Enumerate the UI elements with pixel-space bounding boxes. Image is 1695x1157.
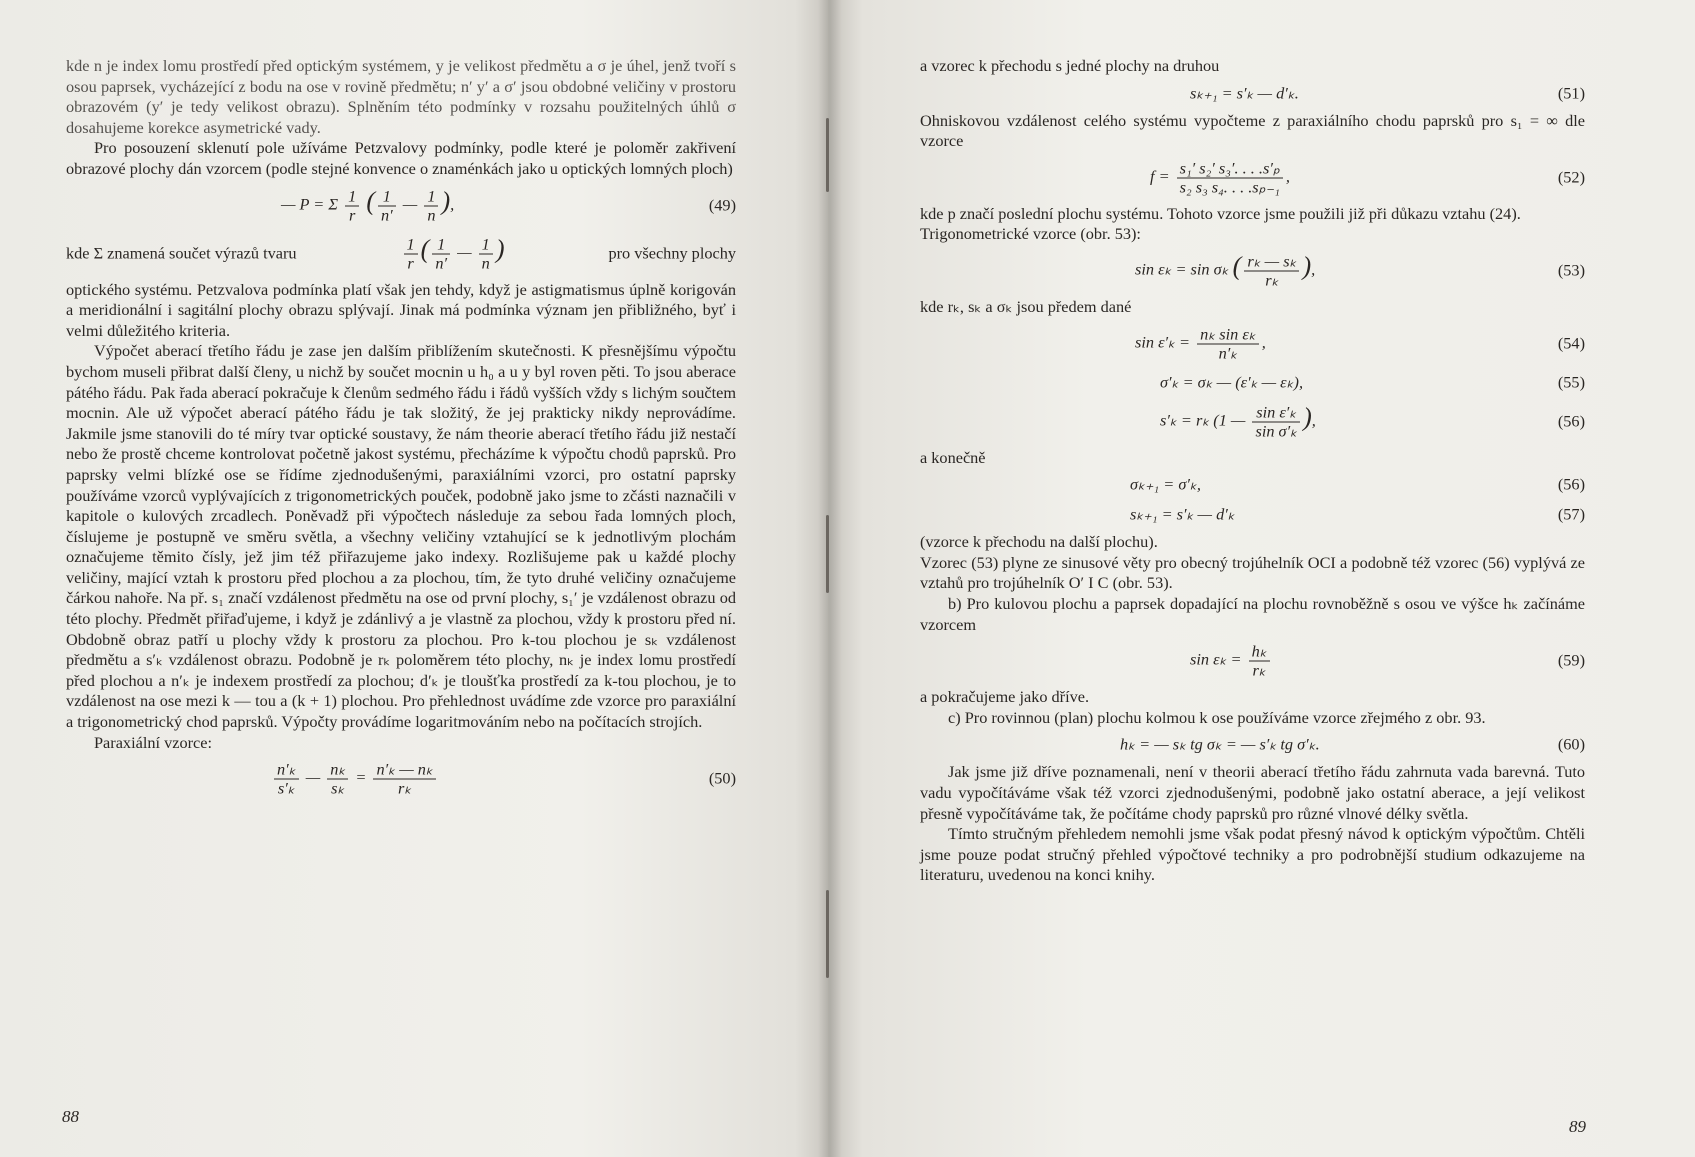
equation-number: (55) — [1557, 372, 1585, 392]
equation-55 — [920, 370, 1585, 396]
paragraph: kde rₖ, sₖ a σₖ jsou předem dané — [920, 296, 1132, 316]
equation-denominator: sin σ′ₖ — [1255, 421, 1298, 441]
paragraph: pro všechny plochy — [608, 243, 736, 263]
equation-body: sₖ₊₁ = s′ₖ — d′ₖ — [1130, 504, 1235, 524]
paragraph: Pro posouzení sklenutí pole užíváme Petzvalovy podmínky, podle které je poloměr zakřivení obrazové plochy dán vzorcem (podle stejné konvence o znaménkách jako u optických lomných ploch) — [66, 138, 736, 178]
equation-54: sin ε′ₖ = $\frac{\text{nₖ sin εₖ}}{\text{n′ₖ}}$ , (54) — [1135, 324, 1585, 363]
equation-52: f = $\frac{\text{s₁′ s₂′ s₃′. . . .s′ₚ}}{\text{s₂ s₃ s₄. . . .sₚ₋₁}}$ , (52) — [1150, 158, 1585, 197]
right-page — [828, 0, 1695, 1157]
paragraph: optického systému. Petzvalova podmínka platí však jen tehdy, když je astigmatismus úplně korigován a meridionální i sagitální plochy obrazu splývají. Jinak má podmínka význam jen přibližného, byť i velmi důležitého kriteria. — [66, 279, 736, 340]
equation-lhs: sin εₖ = sin σₖ — [1135, 259, 1229, 279]
paragraph: (vzorce k přechodu na další plochu). — [920, 532, 1158, 552]
equation-number: (50) — [708, 768, 736, 788]
binding-stitch — [826, 890, 829, 978]
equation-number: (52) — [1557, 167, 1585, 187]
equation-number: (53) — [1557, 260, 1585, 280]
paragraph: b) Pro kulovou plochu a paprsek dopadající na plochu rovnoběžně s osou ve výšce hₖ začínáme vzorcem — [920, 593, 1585, 634]
equation-numerator: hₖ — [1249, 643, 1270, 662]
equation-body: σ′ₖ = σₖ — (ε′ₖ — εₖ), — [1160, 372, 1304, 392]
paragraph: Paraxiální vzorce: — [94, 732, 212, 752]
equation-number: (54) — [1557, 333, 1585, 353]
paragraph: kde n je index lomu prostředí před optickým systémem, y je velikost předmětu a σ je úhel, jenž tvoří s osou paprsek, vycházející z bodu na ose v rovině předmětu; n′ y′ a σ′ jsou obdobné veličiny v prostoru obrazovém (y′ je tedy velikost obrazu). Splněním této podmínky v rozsahu použitelných úhlů σ dosahujeme korekce asymetrické vady. — [66, 56, 736, 137]
page-number: 88 — [62, 1107, 79, 1126]
binding-stitch — [826, 515, 829, 593]
equation-body: sₖ₊₁ = s′ₖ — d′ₖ. — [1190, 83, 1299, 103]
page-number: 89 — [1569, 1117, 1586, 1136]
equation-53: sin εₖ = sin σₖ ( $\frac{\text{rₖ — sₖ}}{\text{rₖ}}$ ), (53) — [1135, 251, 1585, 290]
equation-number: (60) — [1557, 735, 1585, 755]
equation-57 — [920, 502, 1585, 528]
book-gutter — [818, 0, 842, 1157]
equation-50: $\frac{\text{n′ₖ}}{\text{s′ₖ}}$ — $\frac{\text{nₖ}}{\text{sₖ}}$ = $\frac{\text{n′ₖ — nₖ}}{\text{rₖ}}$ (50) — [66, 757, 736, 801]
equation-lhs: s′ₖ = rₖ (1 — — [1160, 410, 1246, 430]
equation-numerator: s₁′ s₂′ s₃′. . . .s′ₚ — [1177, 159, 1283, 178]
equation-lhs: sin ε′ₖ = — [1135, 332, 1191, 352]
paragraph: kde Σ znamená součet výrazů tvaru — [66, 243, 297, 263]
paragraph: a konečně — [920, 447, 986, 467]
paragraph: c) Pro rovinnou (plan) plochu kolmou k ose používáme vzorce zřejmého z obr. 93. — [948, 707, 1486, 727]
equation-number: (49) — [708, 195, 736, 215]
paragraph: Trigonometrické vzorce (obr. 53): — [920, 224, 1141, 244]
right-page-text — [920, 56, 1585, 886]
paragraph: Vzorec (53) plyne ze sinusové věty pro obecný trojúhelník OCI a podobně též vzorec (56) vyplývá ze vztahů pro trojúhelník O′ I C (obr. 53). — [920, 552, 1585, 593]
equation-numerator: rₖ — sₖ — [1244, 252, 1299, 271]
sum-expression-line: kde Σ znamená součet výrazů tvaru $\frac{1}{r}$ ( $\frac{1}{n'}$ — $\frac{1}{n}$ ) pro všechny plochy — [66, 234, 736, 273]
equation-denominator: rₖ — [1265, 270, 1279, 290]
equation-numerator: sin ε′ₖ — [1252, 403, 1300, 422]
equation-number: (56) — [1557, 474, 1585, 494]
paragraph: Jak jsme již dříve poznamenali, není v theorii aberací třetího řádu zahrnuta vada barevná. Tuto vadu vypočítáváme však též vzorci zjednodušenými, podobně jako ostatní aberace, a její velikost přesně vypočítáváme tak, že počítáme chody paprsků pro různé vlnové délky světla. — [920, 762, 1585, 823]
binding-stitch — [826, 118, 829, 192]
left-page-text — [66, 56, 736, 805]
equation-number: (51) — [1557, 83, 1585, 103]
equation-lhs: f = — [1150, 166, 1170, 186]
left-page — [0, 0, 828, 1157]
paragraph: Výpočet aberací třetího řádu je zase jen dalším přiblížením skutečnosti. K přesnějšímu výpočtu bychom museli přibrat další členy, u nichž by součet mocnin u h₀ a u y byl roven pěti. To jsou aberace pátého řádu. Pak řada aberací pokračuje k členům sedmého řádu i řádů vyšších vždy s lichým součtem mocnin. Ale už výpočet aberací pátého řádu je tak složitý, že jej prakticky nikdy neprovádíme. Jakmile jsme stanovili do té míry tvar optické soustavy, že nám theorie aberací třetího řádu již nestačí nebo že prostě chceme kontrolovat početně jakost systému, přecházíme k výpočtu chodů paprsků. Pro paprsky velmi blízké ose se řídíme zjednodušenými, paraxiálními vzorci, pro ostatní paprsky používáme vzorců vyplývajících z trigonometrických pouček, podobně jako jsme to zčásti naznačili v kapitole o kulových zrcadlech. Poněvadž při výpočtech následuje za sebou řada lomných ploch, číslujeme je postupně ve směru světla, a všechny veličiny vztahující se k jednotlivým plochám označujeme těmito čísly, jež jim též přiřazujeme jako indexy. Rozlišujeme pak u každé plochy veličiny, mající vztah k prostoru před plochou a za plochou, tím, že tyto druhé veličiny označujeme čárkou nahoře. Na př. s₁ značí vzdálenost předmětu na ose od první plochy, s₁′ je vzdálenost obrazu od této plochy. Předmět přiřaďujeme, i když je zdánlivý a je vlastně za plochou, vždy k prostoru před ní. Obdobně obraz patří u plochy vždy k prostoru za plochou. Pro k-tou plochou je sₖ vzdálenost předmětu a s′ₖ vzdálenost obrazu. Podobně je rₖ poloměrem této plochy, nₖ je index lomu prostředí před plochou a n′ₖ je indexem prostředí za plochou; d′ₖ je tloušťka prostředí za k-tou plochou, je to vzdálenost na ose mezi k — tou a (k + 1) plochou. Pro přehlednost uvádíme zde vzorce pro paraxiální a trigonometrický chod paprsků. Výpočty provádíme logaritmováním nebo na počítacích strojích. — [66, 341, 736, 732]
equation-51 — [920, 81, 1585, 107]
equation-number: (59) — [1557, 650, 1585, 670]
paragraph: Ohniskovou vzdálenost celého systému vypočteme z paraxiálního chodu paprsků pro s₁ = ∞ dle vzorce — [920, 110, 1585, 151]
equation-body: σₖ₊₁ = σ′ₖ, — [1130, 474, 1201, 494]
equation-body: hₖ = — sₖ tg σₖ = — s′ₖ tg σ′ₖ. — [1120, 735, 1320, 755]
paragraph: a vzorec k přechodu s jedné plochy na druhou — [920, 56, 1220, 75]
equation-number: (57) — [1557, 504, 1585, 524]
equation-denominator: n′ₖ — [1218, 343, 1238, 363]
equation-60 — [920, 732, 1585, 758]
paragraph: a pokračujeme jako dříve. — [920, 687, 1090, 707]
equation-denominator: rₖ — [1252, 660, 1266, 680]
equation-49: — P = Σ $\frac{1}{r}$ ( $\frac{1}{n'}$ — $\frac{1}{n}$ ), (49) — [281, 186, 736, 225]
equation-56: s′ₖ = rₖ (1 — $\frac{\text{sin ε′ₖ}}{\text{sin σ′ₖ}}$ ), (56) — [1160, 402, 1585, 441]
equation-59 — [920, 639, 1585, 683]
equation-number: (56) — [1557, 411, 1585, 431]
equation-lhs: sin εₖ = — [1190, 649, 1242, 669]
equation-numerator: nₖ sin εₖ — [1197, 325, 1259, 344]
equation-56b — [920, 472, 1585, 498]
equation-denominator: s₂ s₃ s₄. . . .sₚ₋₁ — [1179, 177, 1280, 197]
paragraph: Tímto stručným přehledem nemohli jsme však podat přesný návod k optickým výpočtům. Chtěli jsme pouze podat stručný přehled výpočtové techniky a pro podrobnější studium odkazujeme na literaturu, uvedenou na konci knihy. — [920, 824, 1585, 885]
equation-lhs: — P = Σ — [281, 194, 339, 214]
paragraph: kde p značí poslední plochu systému. Tohoto vzorce jsme použili již při důkazu vztahu (24). — [920, 203, 1521, 223]
